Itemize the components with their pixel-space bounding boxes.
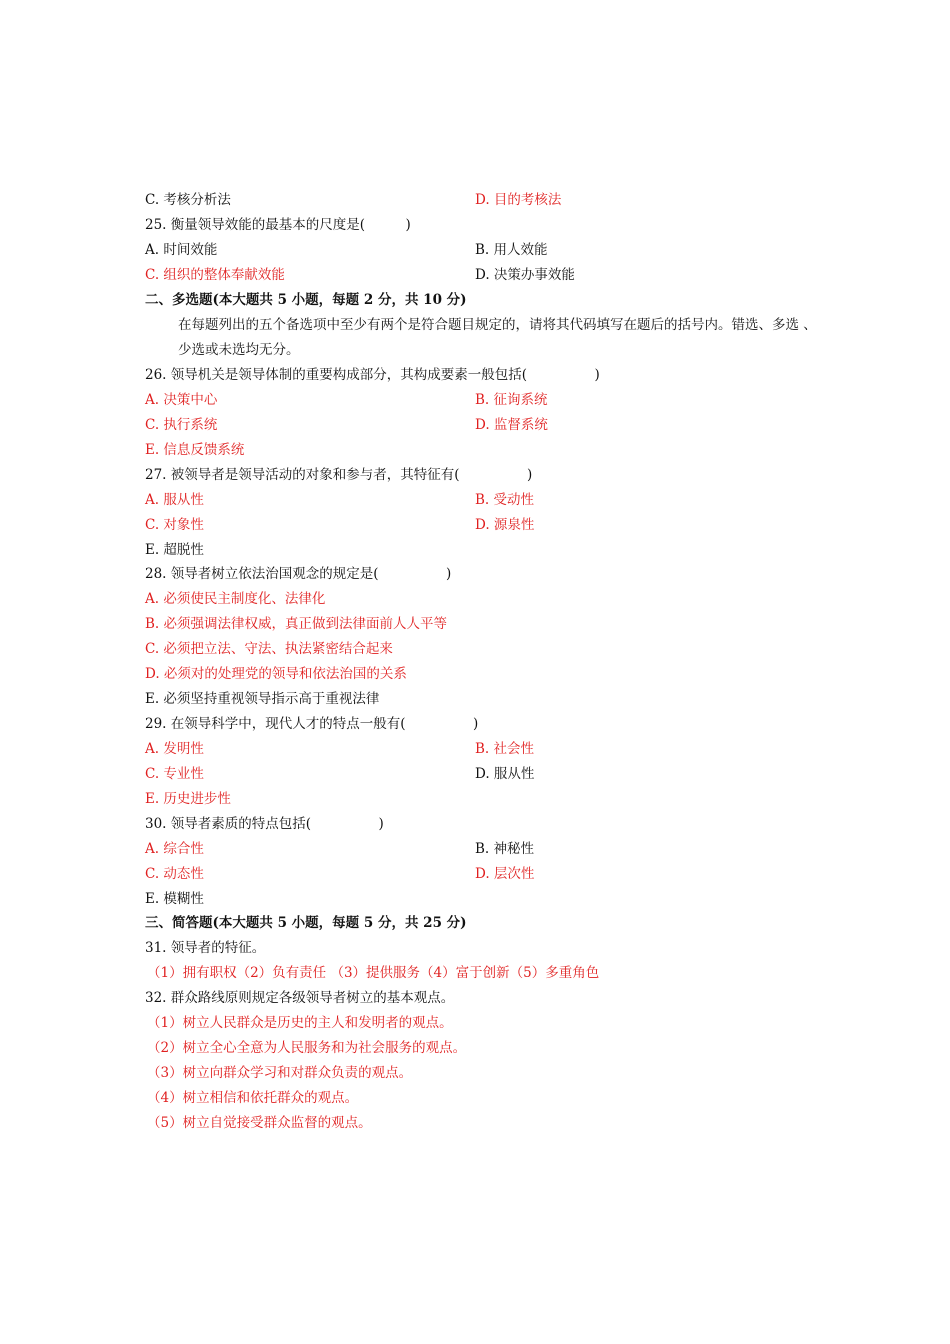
q28-stem: 28. 领导者树立依法治国观念的规定是( ) <box>145 566 452 582</box>
q28-option-b: B. 必须强调法律权威，真正做到法律面前人人平等 <box>145 616 448 632</box>
q28-option-e: E. 必须坚持重视领导指示高于重视法律 <box>145 691 380 707</box>
q25-option-b: B. 用人效能 <box>475 242 548 258</box>
q28-option-c: C. 必须把立法、守法、执法紧密结合起来 <box>145 641 393 657</box>
q30-option-e: E. 模糊性 <box>145 891 204 907</box>
q25-stem: 25. 衡量领导效能的最基本的尺度是( ) <box>145 217 411 233</box>
section3-title: 三、简答题(本大题共 5 小题，每题 5 分，共 25 分) <box>145 915 467 931</box>
q30-option-d: D. 层次性 <box>475 866 535 882</box>
q32-stem: 32. 群众路线原则规定各级领导者树立的基本观点。 <box>145 990 455 1006</box>
q27-option-a: A. 服从性 <box>145 492 204 508</box>
q27-option-e: E. 超脱性 <box>145 542 204 558</box>
q32-answer-5: （5）树立自觉接受群众监督的观点。 <box>147 1115 372 1131</box>
q26-option-e: E. 信息反馈系统 <box>145 442 245 458</box>
q24-option-c: C. 考核分析法 <box>145 192 231 208</box>
q29-option-b: B. 社会性 <box>475 741 535 757</box>
q27-option-b: B. 受动性 <box>475 492 535 508</box>
q29-option-a: A. 发明性 <box>145 741 204 757</box>
q30-stem: 30. 领导者素质的特点包括( ) <box>145 816 384 832</box>
q30-option-a: A. 综合性 <box>145 841 204 857</box>
q29-option-c: C. 专业性 <box>145 766 204 782</box>
q24-option-d: D. 目的考核法 <box>475 192 562 208</box>
q26-option-c: C. 执行系统 <box>145 417 218 433</box>
q32-answer-4: （4）树立相信和依托群众的观点。 <box>147 1090 359 1106</box>
q29-stem: 29. 在领导科学中，现代人才的特点一般有( ) <box>145 716 479 732</box>
q31-stem: 31. 领导者的特征。 <box>145 940 266 956</box>
section2-instructions-1: 在每题列出的五个备选项中至少有两个是符合题目规定的，请将其代码填写在题后的括号内。错选、多选 、 <box>178 317 817 333</box>
q28-option-d: D. 必须对的处理党的领导和依法治国的关系 <box>145 666 407 682</box>
q27-stem: 27. 被领导者是领导活动的对象和参与者，其特征有( ) <box>145 467 533 483</box>
section2-title: 二、多选题(本大题共 5 小题，每题 2 分，共 10 分) <box>145 292 467 308</box>
q30-option-b: B. 神秘性 <box>475 841 535 857</box>
q26-option-d: D. 监督系统 <box>475 417 548 433</box>
q25-option-d: D. 决策办事效能 <box>475 267 575 283</box>
q32-answer-3: （3）树立向群众学习和对群众负责的观点。 <box>147 1065 413 1081</box>
q26-option-a: A. 决策中心 <box>145 392 218 408</box>
q27-option-d: D. 源泉性 <box>475 517 535 533</box>
section2-instructions-2: 少选或未选均无分。 <box>178 342 300 358</box>
q28-option-a: A. 必须使民主制度化、法律化 <box>145 591 326 607</box>
q32-answer-2: （2）树立全心全意为人民服务和为社会服务的观点。 <box>147 1040 467 1056</box>
q32-answer-1: （1）树立人民群众是历史的主人和发明者的观点。 <box>147 1015 453 1031</box>
q29-option-e: E. 历史进步性 <box>145 791 231 807</box>
q30-option-c: C. 动态性 <box>145 866 204 882</box>
q25-option-c: C. 组织的整体奉献效能 <box>145 267 285 283</box>
q27-option-c: C. 对象性 <box>145 517 204 533</box>
q31-answer: （1）拥有职权（2）负有责任 （3）提供服务（4）富于创新（5）多重角色 <box>147 965 600 981</box>
q29-option-d: D. 服从性 <box>475 766 535 782</box>
q25-option-a: A. 时间效能 <box>145 242 218 258</box>
q26-option-b: B. 征询系统 <box>475 392 548 408</box>
q26-stem: 26. 领导机关是领导体制的重要构成部分，其构成要素一般包括( ) <box>145 367 600 383</box>
